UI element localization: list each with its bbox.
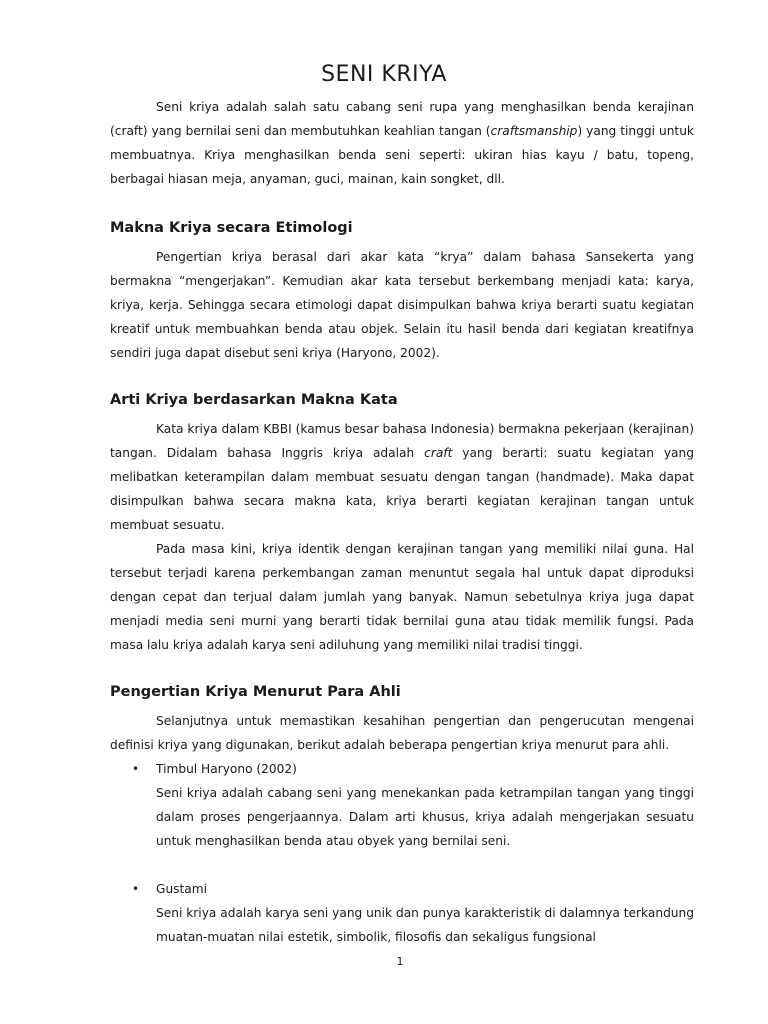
para-ahli-intro-text: Selanjutnya untuk memastikan kesahihan pengertian dan pengerucutan mengenai definisi kriya yang digunakan, berikut adalah beberapa pengertian kriya menurut para ahli. — [110, 714, 694, 752]
bullet-content — [156, 757, 694, 853]
page-title: SENI KRIYA — [321, 62, 447, 87]
etimologi-paragraph — [110, 245, 694, 365]
intro-text-1: Seni kriya adalah salah satu cabang seni rupa yang menghasilkan benda kerajinan (craft) yang bernilai seni dan membutuhkan keahlian tangan ( — [110, 100, 694, 138]
makna-kata-paragraph-2: Pada masa kini, kriya identik dengan kerajinan tangan yang memiliki nilai guna. Hal tersebut terjadi karena perkembangan zaman menuntut segala hal untuk dapat diproduksi dengan cepat dan terjual dalam jumlah yang banyak. Namun sebetulnya kriya juga dapat menjadi media seni murni yang berarti tidak bernilai guna atau tidak memilik fungsi. Pada masa lalu kriya adalah karya seni adiluhung yang memiliki nilai tradisi tinggi. — [110, 542, 694, 652]
bullet-description: Seni kriya adalah cabang seni yang menekankan pada ketrampilan tangan yang tinggi dalam proses pengerjaannya. Dalam arti khusus, kriya adalah mengerjakan sesuatu untuk menghasilkan benda atau obyek yang bernilai seni. — [156, 786, 694, 848]
bullet-content — [156, 877, 694, 949]
bullet-description: Seni kriya adalah karya seni yang unik dan punya karakteristik di dalamnya terkandung muatan-muatan nilai estetik, simbolik, filosofis dan sekaligus fungsional — [156, 906, 694, 944]
makna-kata-paragraph-1 — [110, 417, 694, 537]
bullet-icon: • — [132, 882, 140, 896]
bullet-author: Gustami — [156, 882, 208, 896]
makna-kata-text-1: Kata kriya dalam KBBI (kamus besar bahasa Indonesia) bermakna pekerjaan (kerajinan) tangan. Didalam bahasa Inggris kriya adalah — [110, 422, 694, 460]
makna-kata-italic-term: craft — [424, 446, 453, 460]
para-ahli-intro-paragraph — [110, 709, 694, 757]
makna-kata-text-2: yang berarti: suatu kegiatan yang melibatkan keterampilan dalam membuat sesuatu dengan tangan (handmade). Maka dapat disimpulkan bahwa secara makna kata, kriya berarti kegiatan kerajinan tangan untuk membuat sesuatu. — [110, 446, 694, 532]
bullet-author: Timbul Haryono (2002) — [156, 762, 297, 776]
section-heading-para-ahli: Pengertian Kriya Menurut Para Ahli — [110, 684, 401, 700]
section-heading-etimologi: Makna Kriya secara Etimologi — [110, 220, 353, 236]
section-heading-makna-kata: Arti Kriya berdasarkan Makna Kata — [110, 392, 398, 408]
intro-italic-term: craftsmanship — [490, 124, 578, 138]
etimologi-text: Pengertian kriya berasal dari akar kata “krya” dalam bahasa Sansekerta yang bermakna “mengerjakan”. Kemudian akar kata tersebut berkembang menjadi kata: karya, kriya, kerja. Sehingga secara etimologi dapat disimpulkan bahwa kriya berarti suatu kegiatan kreatif untuk membuahkan benda atau objek. Selain itu hasil benda dari kegiatan kreatifnya sendiri juga dapat disebut seni kriya (Haryono, 2002). — [110, 250, 694, 360]
page-number: 1 — [396, 955, 404, 968]
bullet-icon: • — [132, 762, 140, 776]
intro-paragraph — [110, 95, 694, 191]
makna-kata-paragraphs — [110, 417, 694, 657]
intro-text-2: ) yang tinggi untuk membuatnya. Kriya menghasilkan benda seni seperti: ukiran hias kayu / batu, topeng, berbagai hiasan meja, anyaman, guci, mainan, kain songket, dll. — [110, 124, 694, 186]
